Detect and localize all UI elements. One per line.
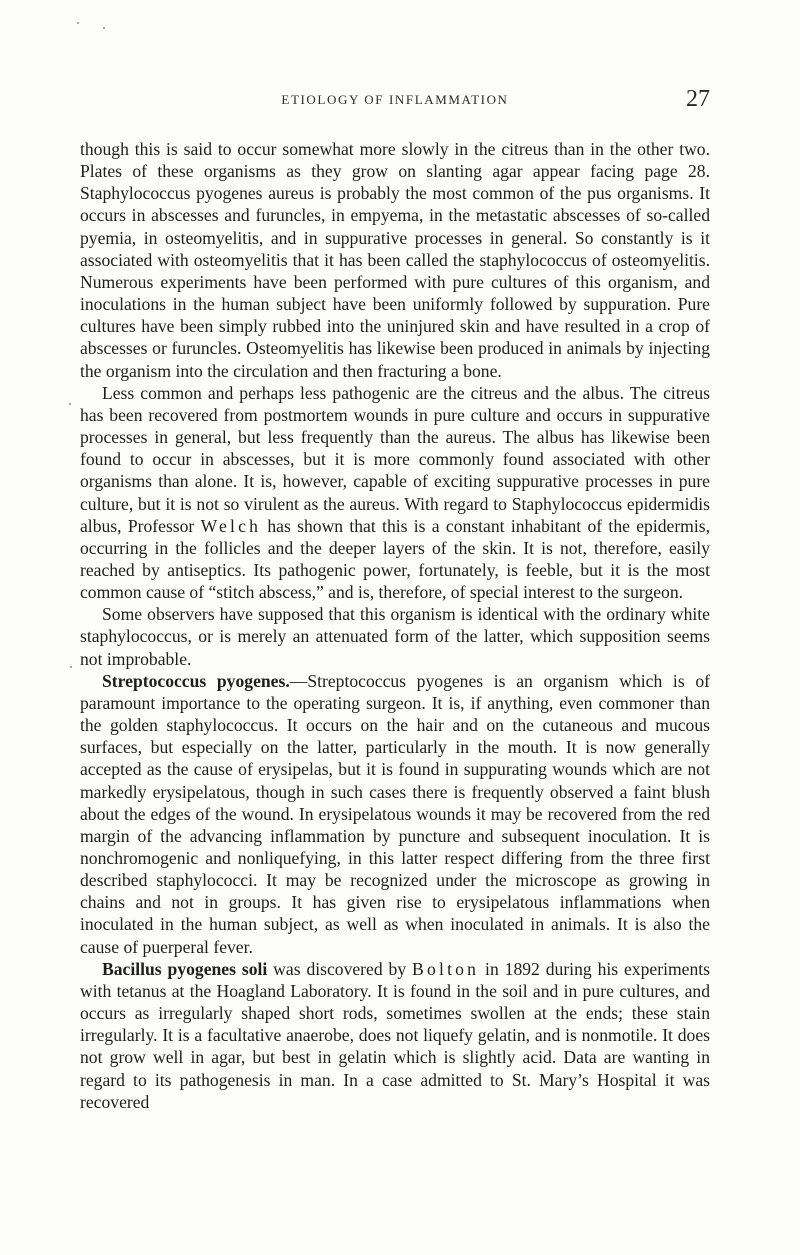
section-heading-streptococcus: Streptococcus pyogenes.	[102, 670, 290, 691]
section-heading-bacillus: Bacillus pyogenes soli	[102, 958, 268, 979]
page-number: 27	[686, 86, 710, 112]
paragraph-citreus-albus	[80, 382, 710, 604]
paragraph-text: Some observers have supposed that this organism is identical with the ordinary white staphylococcus, or is merely an attenuated form of the latter, which supposition seems not improbable.	[80, 604, 710, 669]
paragraph-bacillus-soli	[80, 958, 710, 1113]
author-name-welch: Welch	[200, 515, 262, 536]
paragraph-text: though this is said to occur somewhat more slowly in the citreus than in the other two. Plates of these organisms as they grow on slanting agar appear facing page 28. Staphylococcus pyogenes aureus is probably the most common of the pus organisms. It occurs in abscesses and furuncles, in empyema, in the metastatic abscesses of so-called pyemia, in osteomyelitis, and in suppurative processes in general. So constantly is it associated with osteomyelitis that it has been called the staphylococcus of osteomyelitis. Numerous experiments have been performed with pure cultures of this organism, and inoculations in the human subject have been uniformly followed by suppuration. Pure cultures have been simply rubbed into the uninjured skin and have resulted in a crop of abscesses or furuncles. Osteomyelitis has likewise been produced in animals by injecting the organism into the circulation and then fracturing a bone.	[80, 139, 710, 381]
paragraph-text: was discovered by	[267, 958, 413, 979]
paragraph-streptococcus	[80, 670, 710, 958]
print-speck	[77, 22, 79, 24]
print-speck	[69, 403, 71, 405]
paragraph-text: —Streptococcus pyogenes is an organism which is of paramount importance to the operating surgeon. It is, if anything, even commoner than the golden staphylococcus. It occurs on the hair and on the cutaneous and mucous surfaces, but especially on the latter, particularly in the mouth. It is now generally accepted as the cause of erysipelas, but it is found in suppurating wounds which are not markedly erysipelatous, though in such cases there is frequently observed a faint blush about the edges of the wound. In erysipelatous wounds it may be recovered from the red margin of the advancing inflammation by puncture and subsequent inoculation. It is nonchromogenic and nonliquefying, in this latter respect differing from the three first described staphylococci. It may be recognized under the microscope as growing in chains and not in groups. It has given rise to erysipelatous inflammations when inoculated in the human subject, as well as when inoculated in animals. It is also the cause of puerperal fever.	[80, 670, 710, 957]
print-speck	[70, 666, 72, 668]
paragraph-text: Less common and perhaps less pathogenic are the citreus and the albus. The citreus has been recovered from postmortem wounds in pure culture and occurs in suppurative processes in general, but less frequently than the aureus. The albus has likewise been found to occur in abscesses, but it is more commonly found associated with other organisms than alone. It is, however, capable of exciting suppurative processes in pure culture, but it is not so virulent as the aureus. With regard to Staphylococcus epidermidis albus, Professor	[80, 382, 710, 536]
body-text	[80, 138, 710, 1113]
running-head: ETIOLOGY OF INFLAMMATION	[281, 92, 509, 107]
paragraph-text: in 1892 during his experiments with tetanus at the Hoagland Laboratory. It is found in the soil and in pure cultures, and occurs as irregularly shaped short rods, sometimes swollen at the ends; these stain irregularly. It is a facultative anaerobe, does not liquefy gelatin, and is nonmotile. It does not grow well in agar, but best in gelatin which is slightly acid. Data are wanting in regard to its pathogenesis in man. In a case admitted to St. Mary’s Hospital it was recovered	[80, 958, 710, 1112]
paragraph-staphylococcus-aureus	[80, 138, 710, 382]
print-speck	[103, 27, 105, 29]
author-name-bolton: Bolton	[412, 958, 480, 979]
paragraph-text: has shown that this is a constant inhabitant of the epidermis, occurring in the follicles and the deeper layers of the skin. It is not, therefore, easily reached by antiseptics. Its pathogenic power, fortunately, is feeble, but it is the most common cause of “stitch abscess,” and is, therefore, of special interest to the surgeon.	[80, 515, 710, 603]
paragraph-observers	[80, 603, 710, 669]
page-header	[80, 86, 710, 120]
